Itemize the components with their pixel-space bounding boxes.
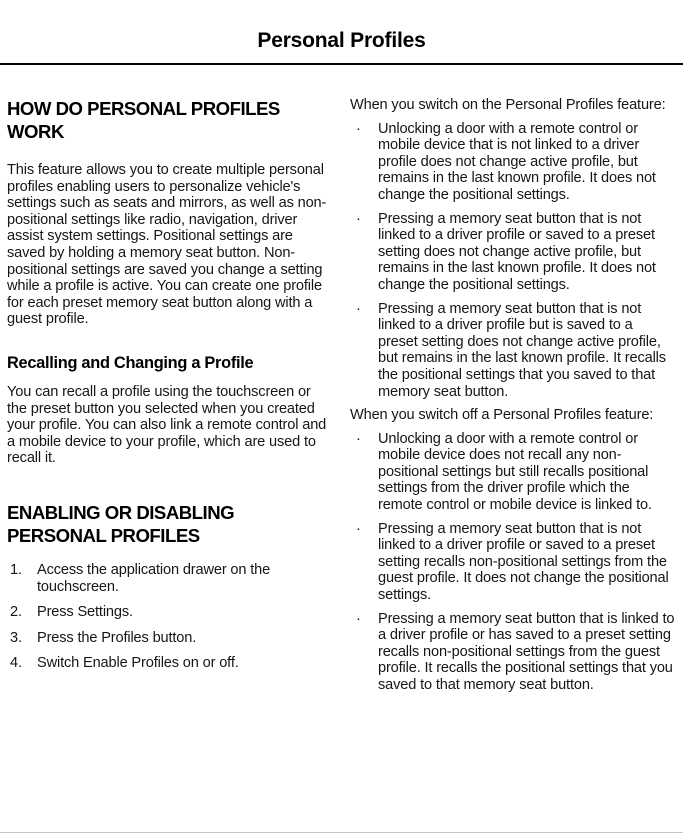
bullet-marker: ·: [356, 430, 361, 447]
step-text: Press Settings.: [37, 604, 133, 621]
recalling-paragraph: You can recall a profile using the touchscreen or the preset button you selected when you created your profile. You can also link a remote control and a mobile device to your profile, which are used to recall it.: [7, 383, 327, 467]
switch-on-intro: When you switch on the Personal Profiles feature:: [350, 97, 666, 113]
how-work-paragraph: This feature allows you to create multiple personal profiles enabling users to personalize vehicle's settings such as seats and mirrors, as well as non-positional settings like radio, navigation, driver assist system settings. Positional settings are saved by holding a memory seat button. Non-positional settings are saved you change a setting while a profile is active. You can create one profile for each preset memory seat button along with a guest profile.: [7, 162, 327, 328]
bullet-item: [350, 121, 675, 204]
bullet-marker: ·: [356, 210, 361, 227]
bullet-marker: ·: [356, 120, 361, 137]
switch-off-intro: When you switch off a Personal Profiles feature:: [350, 407, 654, 424]
left-column: [7, 97, 332, 681]
right-column: [350, 97, 675, 701]
bullet-text: Unlocking a door with a remote control or mobile device does not recall any non-positional settings but still recalls positional settings from the driver profile which the remote control or mobile device is linked to.: [378, 430, 652, 514]
step-item: [7, 630, 332, 647]
bullet-text: Pressing a memory seat button that is linked to a driver profile or has saved to a preset setting recalls non-positional settings from the guest profile. It recalls the positional settings that you saved to that memory seat button.: [378, 610, 675, 693]
step-text: Access the application drawer on the touchscreen.: [37, 561, 271, 595]
step-item: [7, 604, 332, 621]
step-number: 2.: [10, 604, 22, 621]
bullet-marker: ·: [356, 610, 361, 627]
step-text: Switch Enable Profiles on or off.: [37, 655, 239, 672]
bullet-marker: ·: [356, 520, 361, 537]
section-heading-how-work: HOW DO PERSONAL PROFILES WORK: [7, 98, 280, 142]
bullet-text: Pressing a memory seat button that is not linked to a driver profile or saved to a preset setting recalls non-positional settings from the guest profile. It does not change the positional settings.: [378, 520, 669, 604]
step-item: [7, 655, 332, 672]
bullet-text: Pressing a memory seat button that is not linked to a driver profile or saved to a preset setting does not change active profile, but remains in the last known profile. It does not change the positional settings.: [378, 210, 656, 293]
bullet-item: [350, 211, 675, 294]
numbered-steps: [7, 562, 332, 672]
bullet-text: Pressing a memory seat button that is not linked to a driver profile but is saved to a preset setting does not change active profile, but remains in the last known profile. It recalls the positional settings that you saved to that memory seat button.: [378, 300, 666, 400]
content-columns: [0, 65, 683, 701]
bullet-item: [350, 611, 675, 694]
step-number: 3.: [10, 629, 22, 646]
bullet-item: [350, 301, 675, 401]
bullet-marker: ·: [356, 300, 361, 317]
step-text: Press the Profiles button.: [37, 629, 197, 646]
step-item: [7, 562, 332, 595]
step-number: 1.: [10, 561, 22, 578]
bullet-item: [350, 521, 675, 604]
switch-off-bullet-list: [350, 431, 675, 694]
page-title: Personal Profiles: [257, 29, 426, 52]
step-number: 4.: [10, 655, 22, 672]
switch-on-bullet-list: [350, 121, 675, 401]
section-heading-enabling: ENABLING OR DISABLING PERSONAL PROFILES: [7, 501, 235, 546]
bullet-item: [350, 431, 675, 514]
bullet-text: Unlocking a door with a remote control or mobile device that is not linked to a driver profile does not change active profile, but remains in the last known profile. It does not change the positional settings.: [378, 120, 656, 203]
subsection-heading-recalling: Recalling and Changing a Profile: [7, 353, 254, 372]
